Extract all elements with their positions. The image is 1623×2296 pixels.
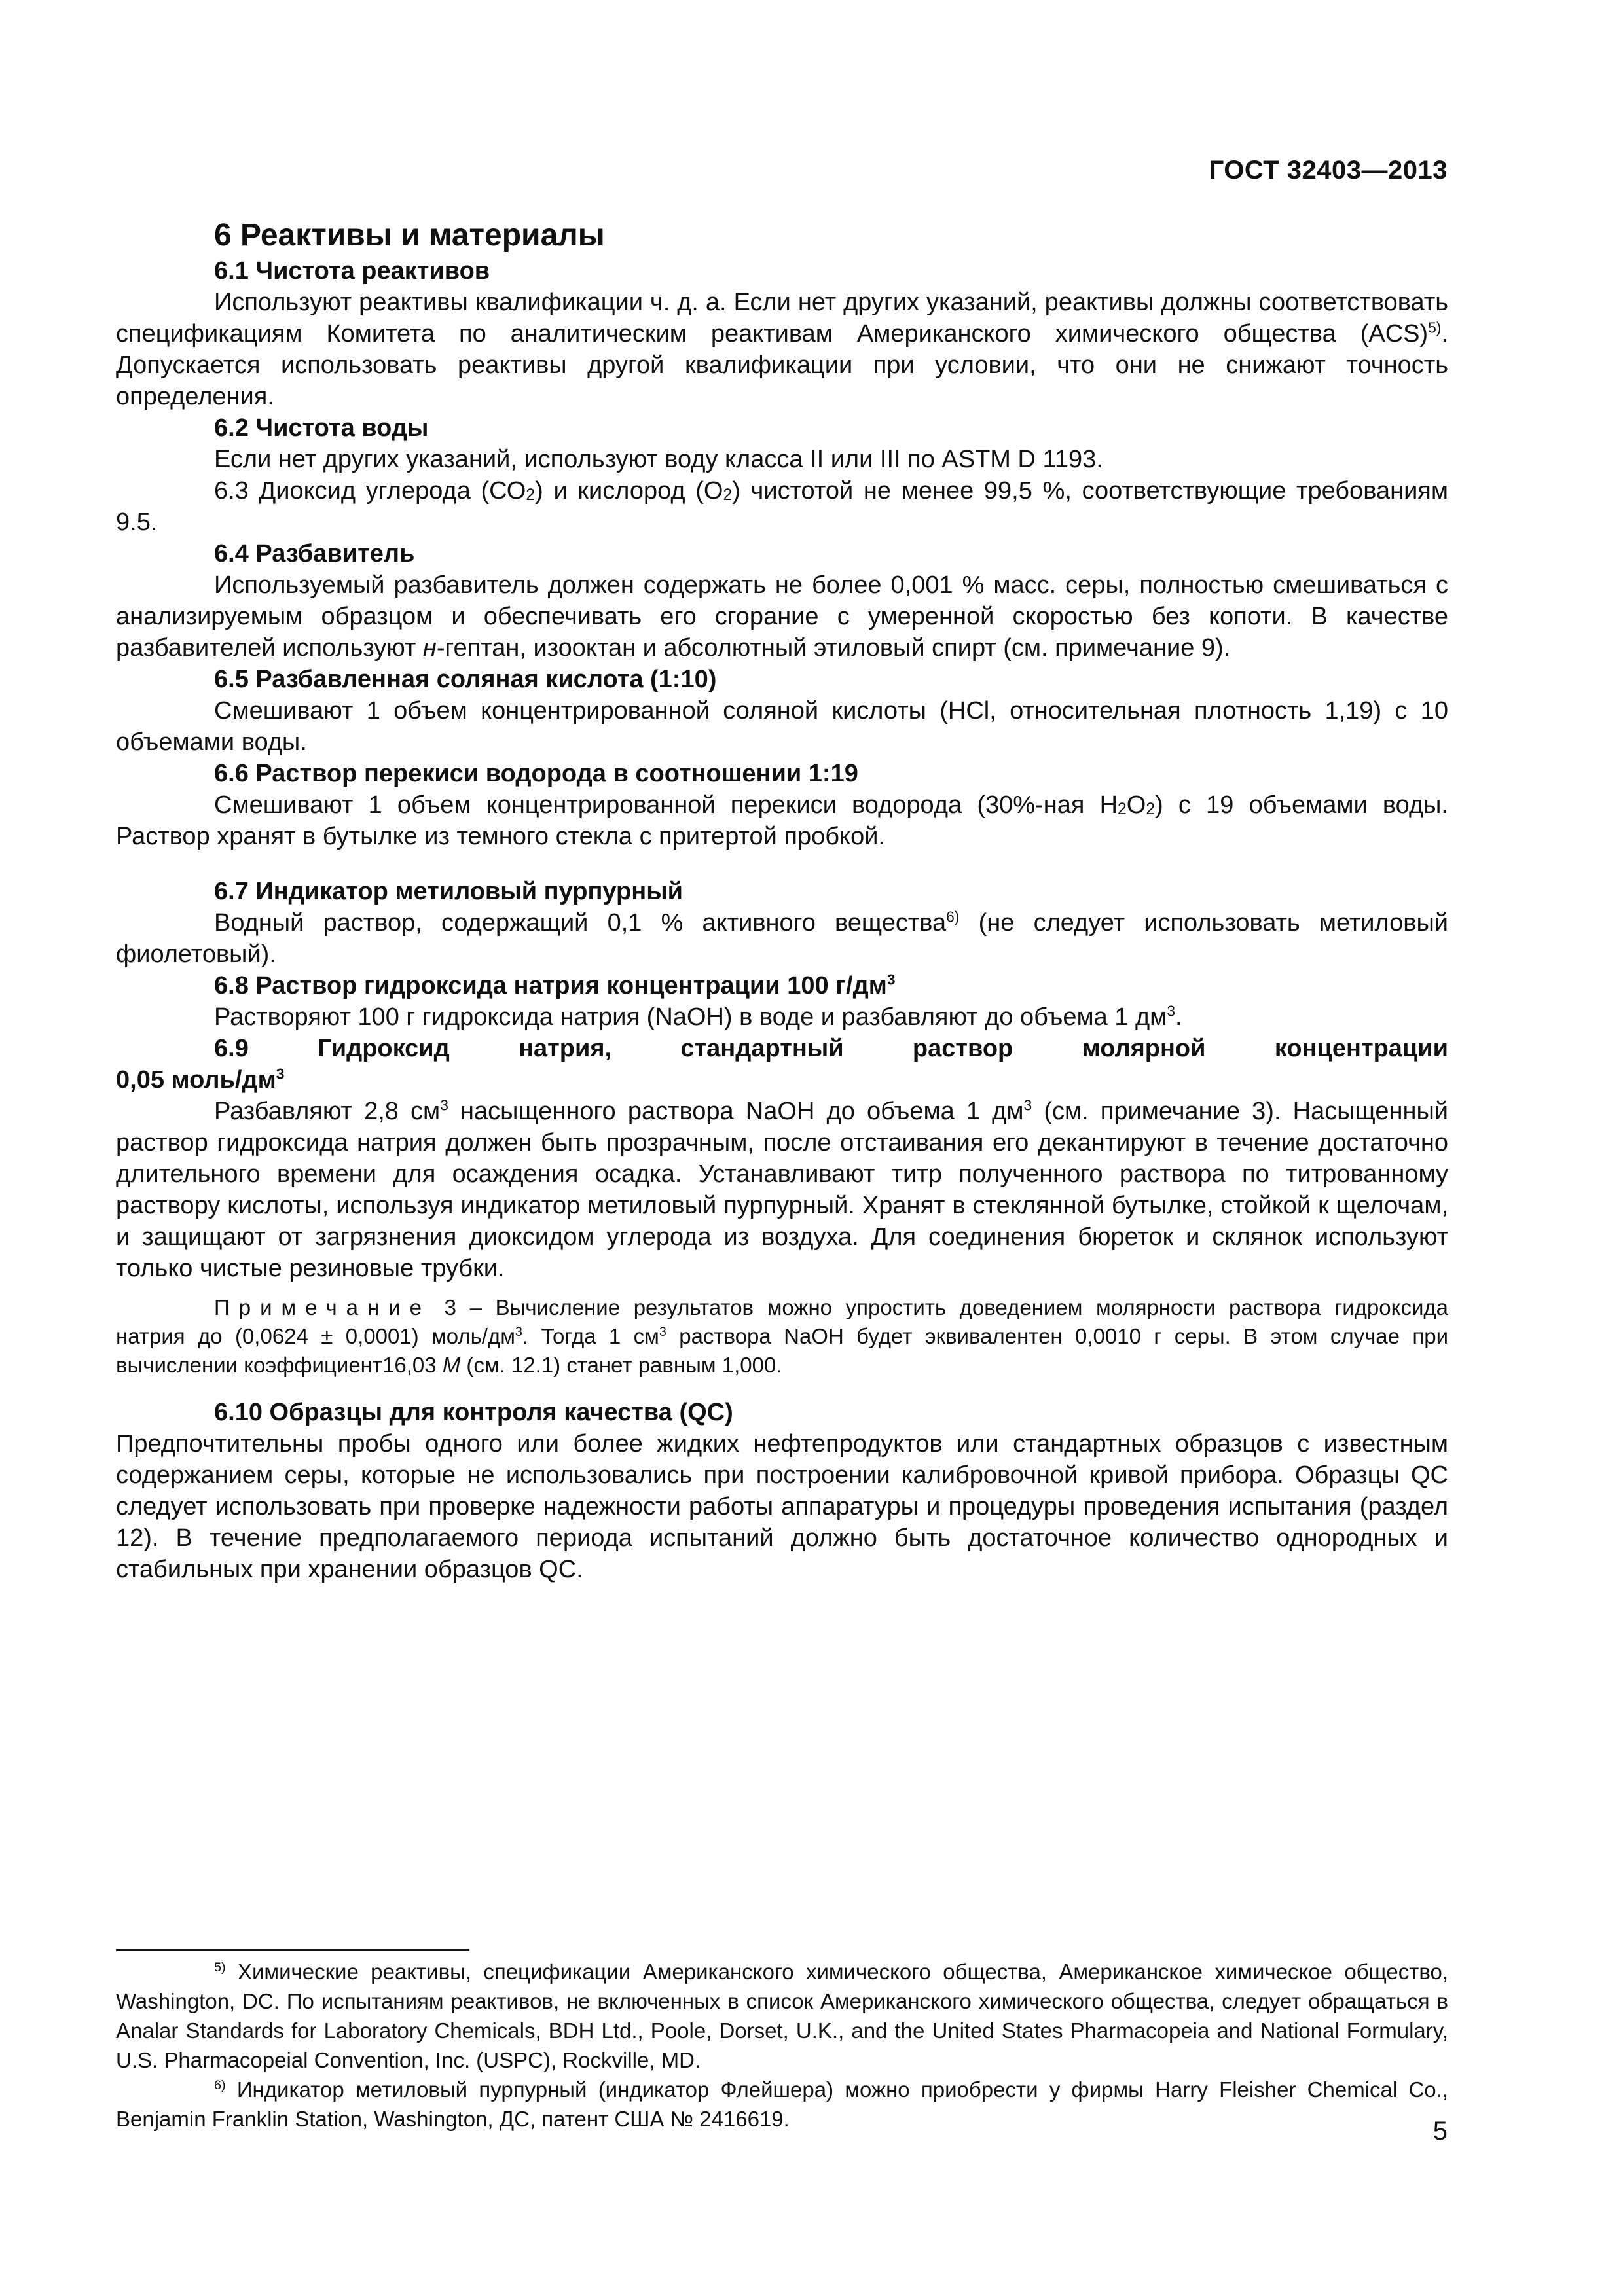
paragraph-6-3: 6.3 Диоксид углерода $(СО_2)$ и кислород $(О_2)$ чистотой не менее 99,5 %, соответствующие требованиям 9.5. [116,477,1449,536]
heading-6-10: 6.10 Образцы для контроля качества (QC) [214,1399,733,1426]
heading-6-6: 6.6 Раствор перекиси водорода в соотношении 1:19 [214,760,858,787]
heading-6-8: 6.8 Раствор гидроксида натрия концентрации 100 $г/дм^3$ [214,971,896,999]
heading-6-1: 6.1 Чистота реактивов [214,257,490,285]
heading-6-9-line2: 0,05 моль/$дм^3$ [116,1065,285,1094]
heading-6-7: 6.7 Индикатор метиловый пурпурный [214,878,684,905]
paragraph-6-1: Используют реактивы квалификации ч. д. а. Если нет других указаний, реактивы должны соответствовать спецификациям Комитета по аналитическим реактивам Американского химического общества (ACS)$^{5)}$. Допускается использовать реактивы другой квалификации при условии, что они не снижают точность определения. [116,289,1448,410]
footnote-6: $^{6)}$ Индикатор метиловый пурпурный (индикатор Флейшера) можно приобрести у фирмы Harry Fleisher Chemical Co., Benjamin Franklin Station, Washington, ДС, патент США № 2416619. [116,2077,1448,2131]
standard-code: ГОСТ 32403—2013 [1209,156,1448,185]
footnote-5: $^{5)}$ Химические реактивы, спецификации Американского химического общества, Американское химическое общество, Washington, DC. По испытаниям реактивов, не включенных в список Американского химического общества, следует обращаться в Analar Standards for Laboratory Chemicals, BDH Ltd., Poole, Dorset, U.K., and the United States Pharmacopeia and National Formulary, U.S. Pharmacopeial Convention, Inc. (USPC), Rockville, MD. [116,1960,1448,2072]
heading-6-9: 6.9 Гидроксид натрия, стандартный раствор молярной концентрации [214,1035,1448,1062]
heading-6-2: 6.2 Чистота воды [214,414,429,442]
paragraph-6-2: Если нет других указаний, используют воду класса II или III по ASTM D 1193. [214,446,1103,473]
section-title: 6 Реактивы и материалы [214,218,605,253]
footnote-ref-5[interactable]: 5) [1428,319,1442,336]
heading-6-4: 6.4 Разбавитель [214,540,415,567]
document-body [116,216,1448,1585]
note-3: Примечание 3 – Вычисление результатов можно упростить доведением молярности раствора гидроксида натрия до (0,0624 ± 0,0001) моль/$дм^3$. Тогда 1 $см^3$ раствора NaOH будет эквивалентен 0,0010 г серы. В этом случае при вычислении коэффициент16,03 M (см. 12.1) станет равным 1,000. [116,1295,1448,1377]
paragraph-6-10: Предпочтительны пробы одного или более жидких нефтепродуктов или стандартных образцов с известным содержанием серы, которые не использовались при построении калибровочной кривой прибора. Образцы QC следует использовать при проверке надежности работы аппаратуры и процедуры проведения испытания (раздел 12). В течение предполагаемого периода испытаний должно быть достаточное количество однородных и стабильных при хранении образцов QC. [116,1430,1448,1583]
spacer [116,852,1448,876]
paragraph-6-5: Смешивают 1 объем концентрированной соляной кислоты (HCl, относительная плотность 1,19) с 10 объемами воды. [116,697,1448,756]
footnote-ref-6[interactable]: 6) [946,908,960,925]
footnote-divider [116,1949,469,1951]
heading-6-5: 6.5 Разбавленная соляная кислота (1:10) [214,666,717,693]
paragraph-6-4: Используемый разбавитель должен содержать не более 0,001 % масс. серы, полностью смешиваться с анализируемым образцом и обеспечивать его сгорание с умеренной скоростью без копоти. В качестве разбавителей используют н-гептан, изооктан и абсолютный этиловый спирт (см. примечание 9). [116,571,1448,662]
page-number: 5 [1432,2117,1448,2145]
paragraph-6-6: Смешивают 1 объем концентрированной перекиси водорода (30%-ная $Н_2О_2$) с 19 объемами воды. Раствор хранят в бутылке из темного стекла с притертой пробкой. [116,791,1448,850]
paragraph-6-7: Водный раствор, содержащий 0,1 % активного вещества$^{6)}$ (не следует использовать метиловый фиолетовый). [116,908,1448,968]
footnotes [116,1957,1448,2134]
paragraph-6-9: Разбавляют 2,8 $см^3$ насыщенного раствора NaOH до объема 1 $дм^3$ (см. примечание 3). Насыщенный раствор гидроксида натрия должен быть прозрачным, после отстаивания его декантируют в течение достаточно длительного времени для осаждения осадка. Устанавливают титр полученного раствора по титрованному раствору кислоты, используя индикатор метиловый пурпурный. Хранят в стеклянной бутылке, стойкой к щелочам, и защищают от загрязнения диоксидом углерода из воздуха. Для соединения бюреток и склянок используют только чистые резиновые трубки. [116,1096,1449,1282]
paragraph-6-8: Растворяют 100 г гидроксида натрия (NaOH) в воде и разбавляют до объема 1 $дм^3$. [214,1002,1182,1031]
